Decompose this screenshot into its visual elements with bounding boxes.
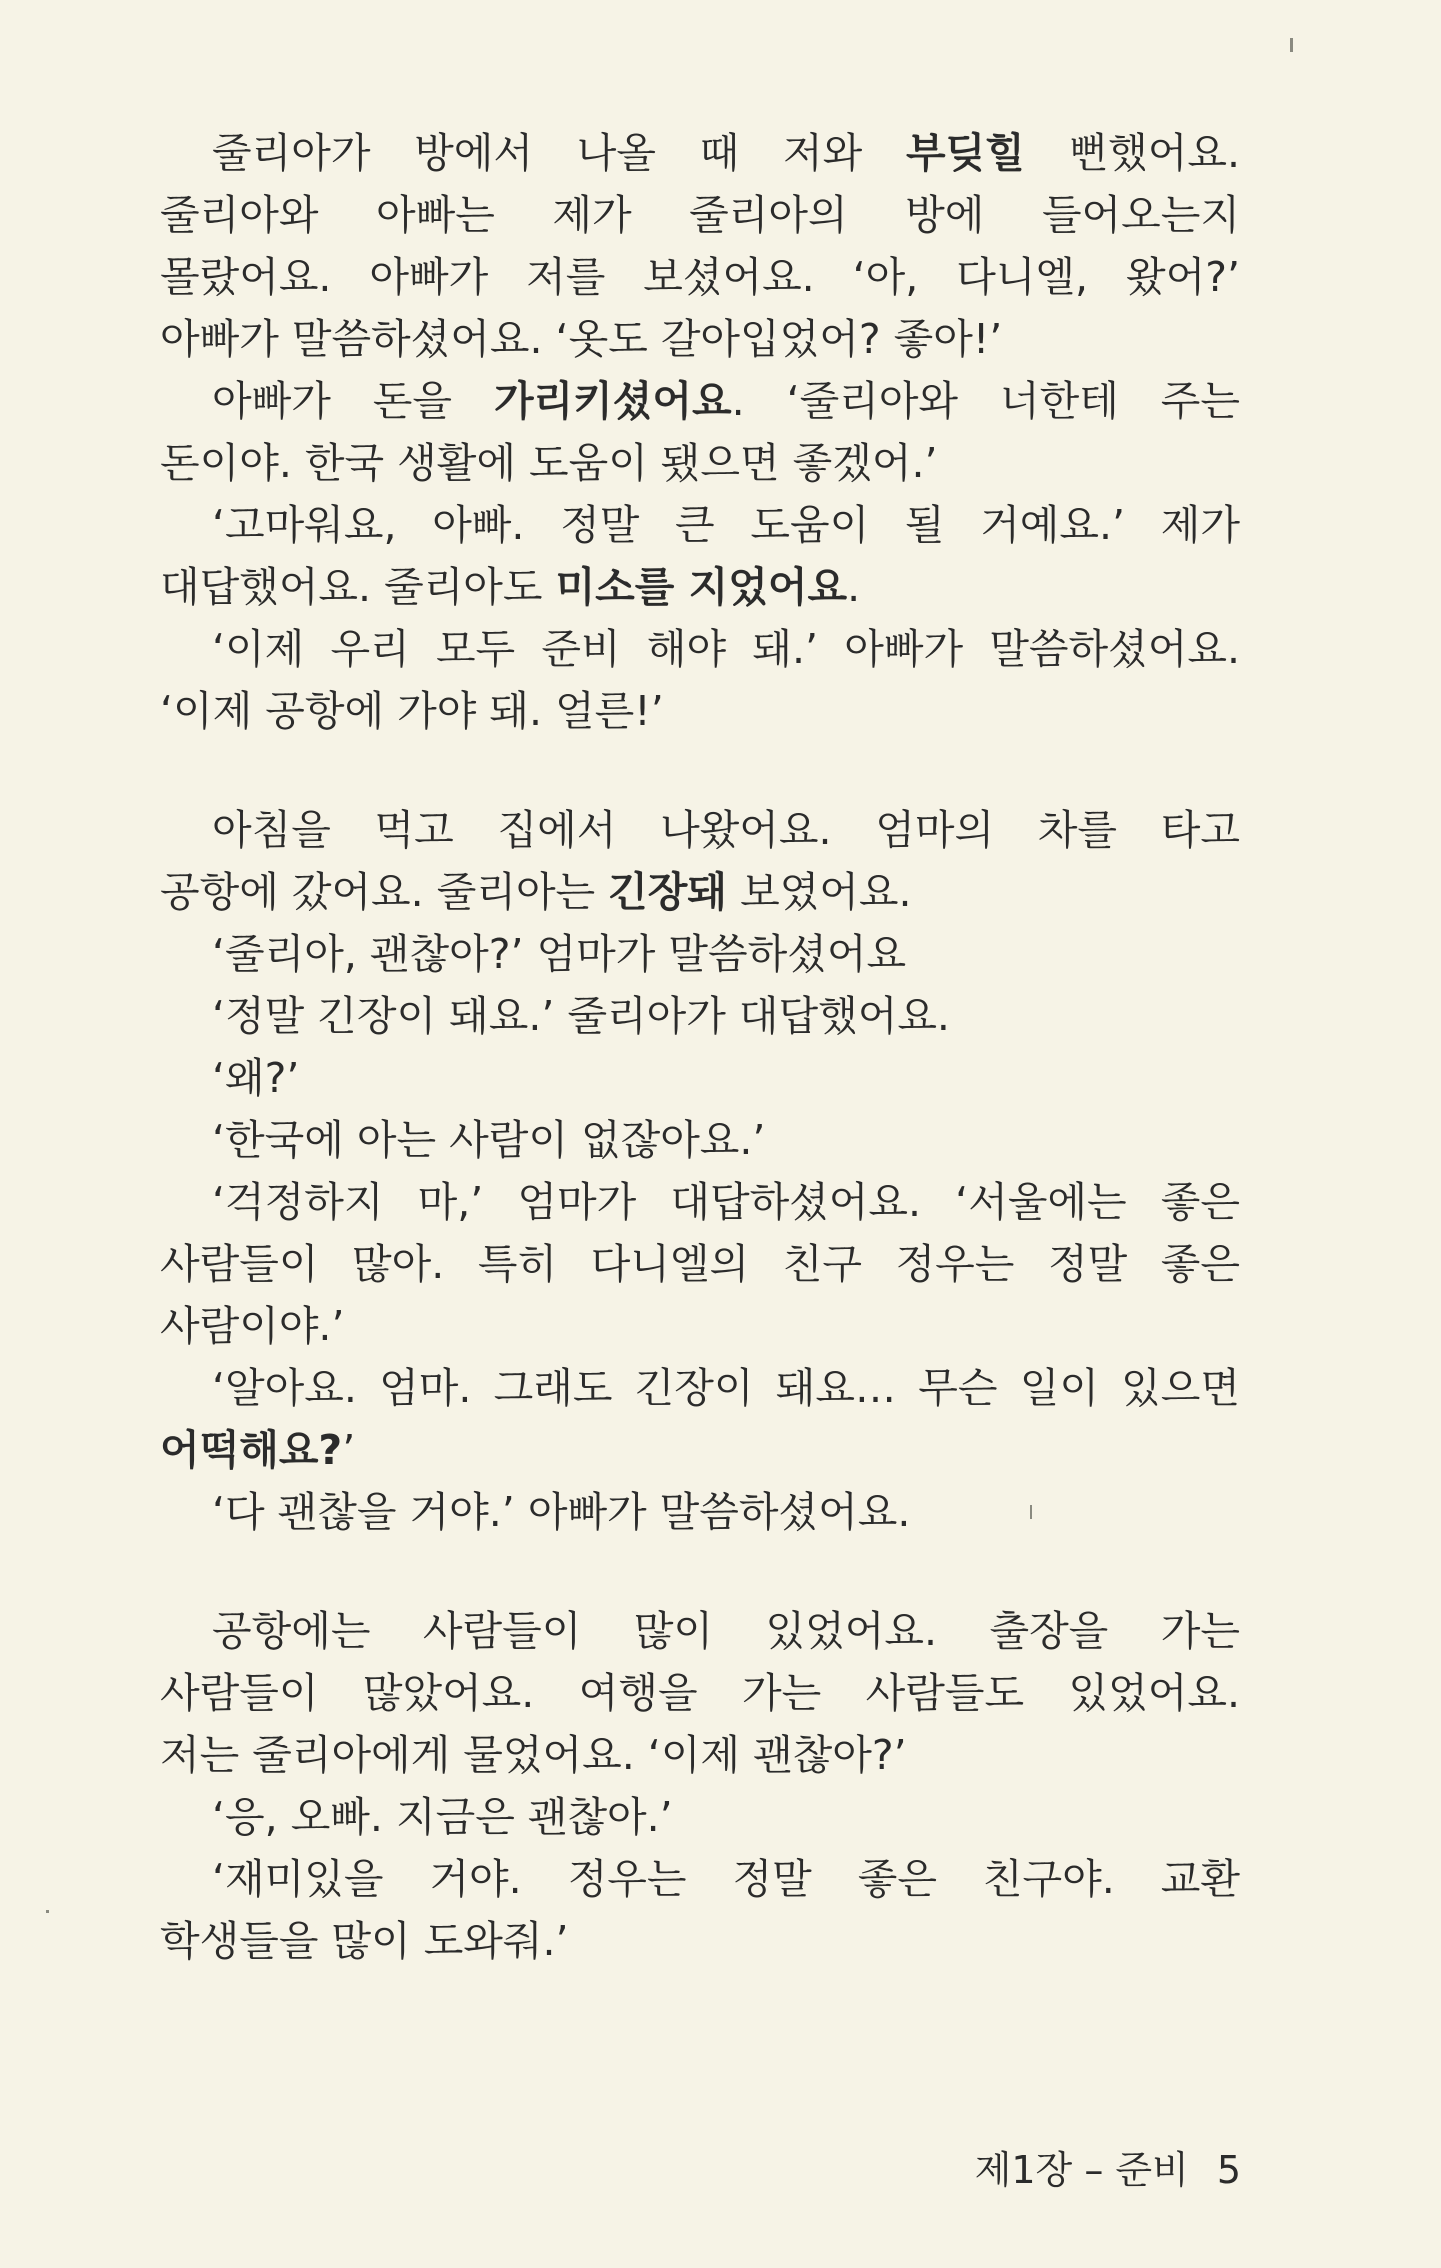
text-run: 사람들이 많았어요. 여행을 가는 사람들도 있었어요. (160, 1669, 1240, 1717)
text-run: 몰랐어요. 아빠가 저를 보셨어요. ‘아, 다니엘, 왔어?’ (160, 253, 1240, 301)
text-run: 아빠가 말씀하셨어요. ‘옷도 갈아입었어? 좋아!’ (160, 315, 1003, 363)
text-line (160, 681, 1240, 741)
text-line (160, 1110, 1240, 1170)
text-line (160, 1482, 1240, 1542)
text-line (160, 862, 1240, 922)
page-footer (975, 2145, 1241, 2195)
text-line (160, 1663, 1240, 1723)
page-number: 5 (1216, 2148, 1241, 2192)
text-run: 줄리아와 아빠는 제가 줄리아의 방에 들어오는지 (160, 191, 1240, 239)
text-run: ‘고마워요, 아빠. 정말 큰 도움이 될 거예요.’ 제가 (212, 501, 1240, 549)
text-run: ‘이제 우리 모두 준비 해야 돼.’ 아빠가 말씀하셨어요. (212, 625, 1240, 673)
text-line (160, 371, 1240, 431)
text-run: ‘줄리아, 괜찮아?’ 엄마가 말씀하셨어요 (212, 930, 907, 978)
text-run: 학생들을 많이 도와줘.’ (160, 1917, 569, 1965)
text-line (160, 1420, 1240, 1480)
text-run: . (847, 563, 861, 611)
text-run: 돈이야. 한국 생활에 도움이 됐으면 좋겠어.’ (160, 439, 938, 487)
text-line (160, 986, 1240, 1046)
text-run: 사람들이 많아. 특히 다니엘의 친구 정우는 정말 좋은 (160, 1240, 1240, 1288)
text-line (160, 309, 1240, 369)
text-run: 공항에 갔어요. 줄리아는 (160, 868, 609, 916)
text-run: ’ (342, 1426, 356, 1474)
text-run: ‘왜?’ (212, 1054, 300, 1102)
text-run: ‘한국에 아는 사람이 없잖아요.’ (212, 1116, 766, 1164)
text-line (160, 1849, 1240, 1909)
text-line (160, 1787, 1240, 1847)
text-line (160, 1911, 1240, 1971)
text-run: ‘다 괜찮을 거야.’ 아빠가 말씀하셨어요. (212, 1488, 911, 1536)
text-line (160, 495, 1240, 555)
chapter-title: 제1장 – 준비 (974, 2148, 1189, 2192)
text-run: ‘재미있을 거야. 정우는 정말 좋은 친구야. 교환 (212, 1855, 1240, 1903)
text-run: ‘이제 공항에 가야 돼. 얼른!’ (160, 687, 664, 735)
text-line (160, 1296, 1240, 1356)
text-run: 대답했어요. 줄리아도 (160, 563, 556, 611)
scan-speck (1030, 1505, 1032, 1519)
text-line (160, 123, 1240, 183)
text-run: . ‘줄리아와 너한테 주는 (731, 377, 1240, 425)
scan-speck (46, 1910, 49, 1913)
bold-vocab-word: 긴장돼 (608, 868, 728, 916)
text-line (160, 1172, 1240, 1232)
text-line (160, 1234, 1240, 1294)
text-line (160, 1725, 1240, 1785)
text-line (160, 619, 1240, 679)
text-run: 줄리아가 방에서 나올 때 저와 (212, 129, 906, 177)
text-run: 뻔했어요. (1024, 129, 1240, 177)
text-run: 공항에는 사람들이 많이 있었어요. 출장을 가는 (212, 1607, 1240, 1655)
text-run: ‘걱정하지 마,’ 엄마가 대답하셨어요. ‘서울에는 좋은 (212, 1178, 1240, 1226)
text-run: 보였어요. (727, 868, 912, 916)
bold-vocab-word: 가리키셨어요 (493, 377, 732, 425)
text-line (160, 924, 1240, 984)
text-line (160, 800, 1240, 860)
text-run: ‘응, 오빠. 지금은 괜찮아.’ (212, 1793, 673, 1841)
bold-vocab-word: 미소를 지었어요 (555, 563, 848, 611)
bold-vocab-word: 어떡해요? (160, 1426, 343, 1474)
bold-vocab-word: 부딪힐 (905, 129, 1025, 177)
text-line (160, 557, 1240, 617)
text-line (160, 185, 1240, 245)
text-line (160, 247, 1240, 307)
text-line (160, 1358, 1240, 1418)
text-run: 사람이야.’ (160, 1302, 345, 1350)
text-line (160, 1601, 1240, 1661)
text-run: 아빠가 돈을 (212, 377, 494, 425)
text-run: 저는 줄리아에게 물었어요. ‘이제 괜찮아?’ (160, 1731, 907, 1779)
text-run: 아침을 먹고 집에서 나왔어요. 엄마의 차를 타고 (212, 806, 1240, 854)
text-run: ‘알아요. 엄마. 그래도 긴장이 돼요… 무슨 일이 있으면 (212, 1364, 1240, 1412)
text-line (160, 1048, 1240, 1108)
text-line (160, 433, 1240, 493)
scan-speck (1290, 38, 1293, 52)
text-run: ‘정말 긴장이 돼요.’ 줄리아가 대답했어요. (212, 992, 950, 1040)
